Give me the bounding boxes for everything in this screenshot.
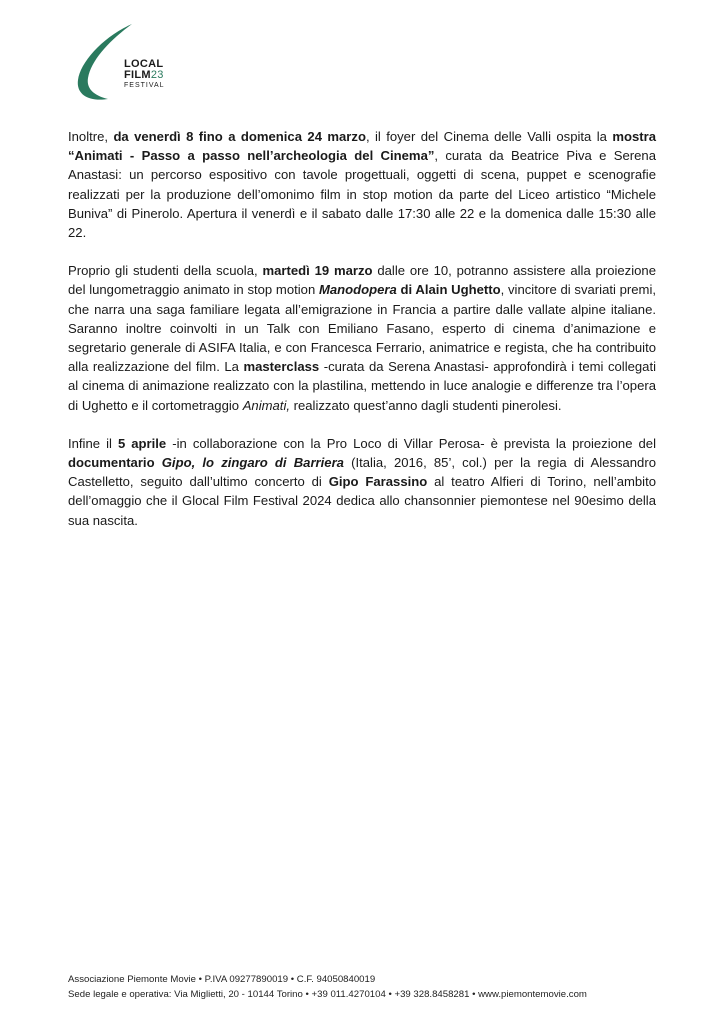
text-segment: -curata da Serena Anastasi- approfondirà i temi collegati al cinema di animazione realizzato con la plastilina, mettendo in luce analogie e differenze tra l’opera di Ughetto e il cortometraggio — [68, 359, 656, 413]
logo-word-local: LOCAL — [124, 58, 164, 70]
text-segment: , curata da Beatrice Piva e Serena Anastasi: un percorso espositivo con tavole progettuali, oggetti di scena, puppet e scenografie realizzati per la produzione dell’omonimo film in stop motion da parte del Liceo artistico “Michele Buniva” di Pinerolo. Apertura il venerdì e il sabato dalle 17:30 alle 22 e la domenica dalle 15:30 alle 22. — [68, 148, 656, 241]
text-segment: mostra “Animati - Passo a passo nell’archeologia del Cinema” — [68, 129, 656, 164]
paragraph-documentario — [68, 434, 656, 530]
text-segment: Proprio gli studenti della scuola, — [68, 263, 263, 279]
paragraph-mostra — [68, 127, 656, 242]
text-segment: Inoltre, — [68, 129, 114, 144]
footer-line-association: Associazione Piemonte Movie • P.IVA 09277890019 • C.F. 94050840019 — [68, 974, 376, 985]
text-segment: Gipo Farassino — [328, 474, 428, 490]
text-segment: , vincitore di svariati premi, che narra una saga familiare legata all’emigrazione in Francia a partire dalle vallate alpine italiane. Saranno inoltre coinvolti in un Talk con Emiliano Fasano, esperto di cinema d’animazione e segretario generale di ASIFA Italia, e con Francesca Ferrario, animatrice e regista, che ha contribuito alla realizzazione del film. La — [68, 282, 657, 375]
logo-year: 23 — [150, 69, 164, 81]
text-segment: di Alain Ughetto — [396, 282, 501, 298]
logo-word-film: FILM23 — [124, 69, 164, 81]
text-segment: (Italia, 2016, 85’, col.) per la regia di Alessandro Castelletto, seguito dall’ultimo concerto di — [68, 455, 656, 490]
paragraph-proiezione — [68, 261, 656, 415]
text-segment: 5 aprile — [117, 435, 167, 451]
text-segment: masterclass — [243, 359, 320, 375]
footer-line-address: Sede legale e operativa: Via Miglietti, 20 - 10144 Torino • +39 011.4270104 • +39 328.8458281 • www.piemontemovie.com — [68, 989, 587, 1000]
text-segment: Manodopera — [318, 282, 397, 298]
footer — [68, 972, 587, 1002]
text-segment: da venerdì 8 fino a domenica 24 marzo — [113, 129, 366, 144]
text-segment: al teatro Alfieri di Torino, nell’ambito dell’omaggio che il Glocal Film Festival 2024 dedica allo chansonnier piemontese nel 90esimo della sua nascita. — [68, 474, 656, 528]
text-segment: documentario — [68, 455, 162, 471]
text-segment: dalle ore 10, potranno assistere alla proiezione del lungometraggio animato in stop motion — [68, 263, 656, 298]
press-release-body — [68, 127, 656, 549]
festival-logo — [74, 22, 184, 104]
text-segment: Gipo, lo zingaro di Barriera — [161, 455, 344, 471]
text-segment: , il foyer del Cinema delle Valli ospita la — [365, 129, 613, 144]
logo-word-festival: FESTIVAL — [124, 82, 165, 89]
text-segment: martedì 19 marzo — [262, 263, 373, 279]
text-segment: realizzato quest’anno dagli studenti pinerolesi. — [290, 397, 562, 413]
text-segment: Animati, — [242, 397, 290, 413]
text-segment: -in collaborazione con la Pro Loco di Villar Perosa- è prevista la proiezione del — [166, 435, 656, 451]
text-segment: Infine il — [68, 435, 118, 451]
